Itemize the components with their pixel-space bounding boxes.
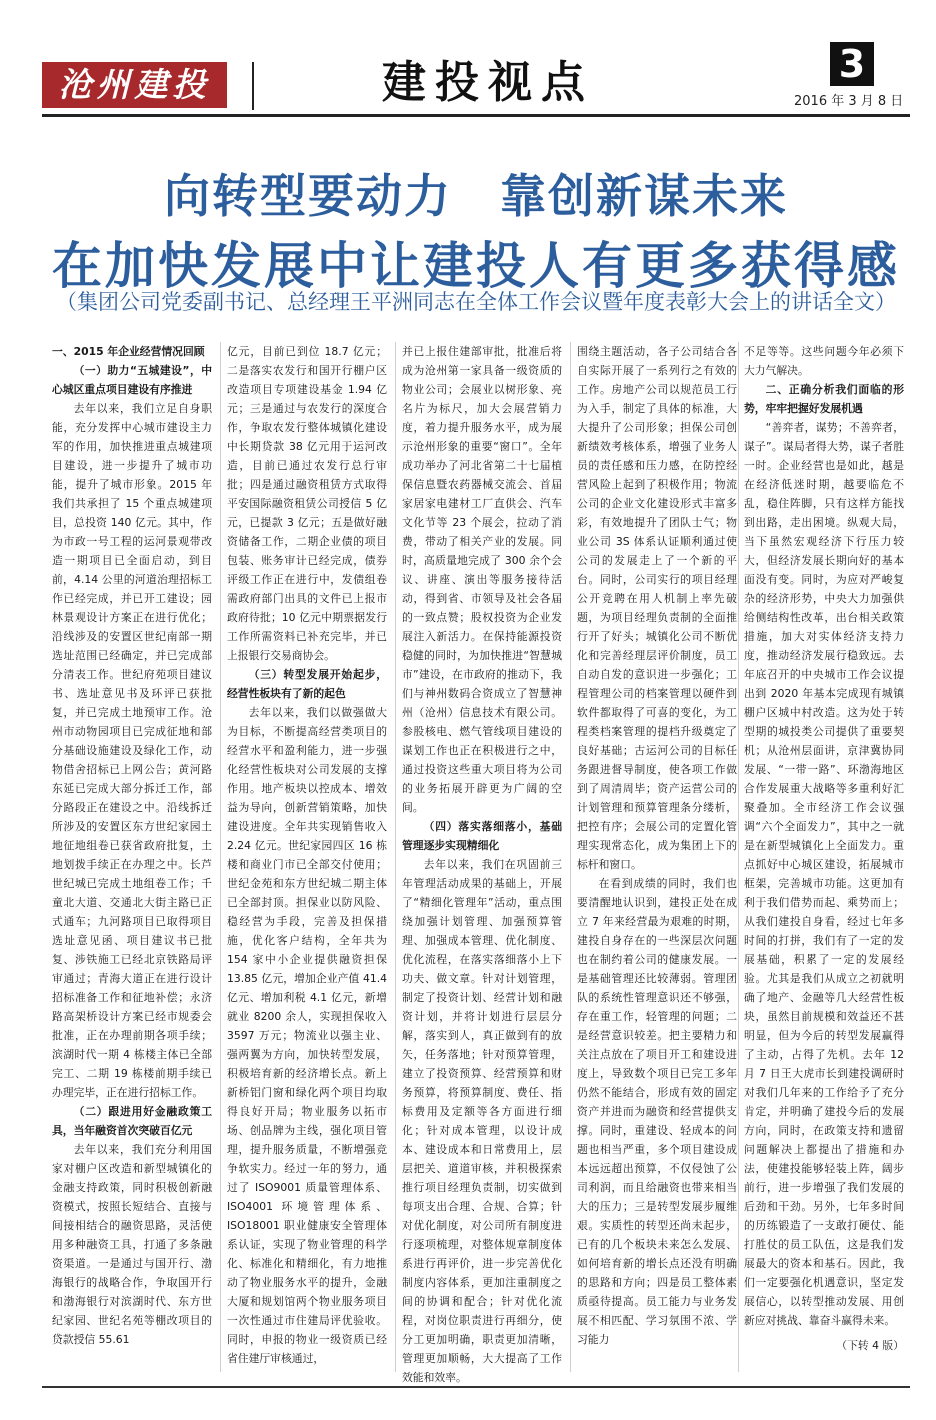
article-body bbox=[42, 334, 910, 1384]
continued-note: （下转 4 版） bbox=[836, 1339, 904, 1352]
column-divider bbox=[395, 342, 396, 1372]
bottom-rule bbox=[42, 1386, 910, 1388]
headline-line-2: 在加快发展中让建投人有更多获得感 bbox=[52, 236, 900, 295]
masthead bbox=[42, 42, 910, 112]
article-column-3 bbox=[402, 342, 562, 1384]
page-number-badge: 3 bbox=[830, 42, 874, 86]
paragraph: 亿元，目前已到位 18.7 亿元；二是落实农发行和国开行棚户区改造项目专项建设基金 1.94 亿元；三是通过与农发行的深度合作，争取农发行整体城镇化建设中长期贷款 38 亿元用于运河改造，目前已通过农发行总行审批；四是通过融资租赁方式取得平安国际融资租赁公司授信 5 亿元，已提款 3 亿元；五是做好融资储备工作，二期企业债的项目包装、账务审计已经完成，债券评级工作正在进行中，发债组卷需政府部门出具的文件已上报市政府待批；10 亿元中期票据发行工作所需资料已补充完毕，并已上报银行交易商协会。 bbox=[227, 345, 387, 662]
article-column-5 bbox=[744, 342, 904, 1376]
article-column-4 bbox=[577, 342, 737, 1376]
brand-divider bbox=[252, 62, 254, 110]
paragraph: 不足等等。这些问题今年必须下大力气解决。 bbox=[744, 345, 904, 377]
column-divider bbox=[738, 342, 739, 1372]
subsection-heading: （三）转型发展开始起步，经营性板块有了新的起色 bbox=[227, 668, 387, 700]
column-divider bbox=[570, 342, 571, 1372]
paragraph: 去年以来，我们以做强做大为目标，不断提高经营类项目的经营水平和盈利能力，进一步强化经营性板块对公司发展的支撑作用。地产板块以控成本、增效益为导向，创新营销策略，加快建设进度。全年共实现销售收入 2.24 亿元。世纪家园四区 16 栋楼和商业门市已全部交付使用；世纪金苑和东方世纪城二期主体已全部封顶。担保业以防风险、稳经营为手段，完善及担保措施，优化客户结构，全年共为 154 家中小企业提供融资担保 13.85 亿元，增加企业产值 41.4 亿元、增加利税 4.1 亿元，新增就业 8200 余人，实现担保收入 3597 万元；物流业以强主业、强两翼为方向，加快转型发展，积极培育新的经济增长点。新上新桥铝门窗和绿化两个项目均取得良好开局；物业服务以拓市场、创品牌为主线，强化项目管理，提升服务质量，不断增强竞争软实力。经过一年的努力，通过了 ISO9001 质量管理体系、ISO4001 环境管理体系、ISO18001 职业健康安全管理体系认证，实现了物业管理的科学化、标准化和精细化，有力地推动了物业服务水平的提升，金融大厦和规划馆两个物业服务项目一次性通过市住建局评优验收。同时，申报的物业一级资质已经省住建厅审核通过， bbox=[227, 706, 387, 1365]
section-title: 建投视点 bbox=[382, 57, 594, 108]
paragraph: 去年以来，我们充分利用国家对棚户区改造和新型城镇化的金融支持政策，同时积极创新融资模式，按照长短结合、直接与间接相结合的融资思路，灵活使用多种融资工具，打通了多条融资渠道。一是通过与国开行、渤海银行的战略合作，争取国开行和渤海银行对滨湖时代、东方世纪家园、世纪名苑等棚改项目的贷款授信 55.61 bbox=[52, 1143, 212, 1346]
subsection-heading: （一）助力“五城建设”，中心城区重点项目建设有序推进 bbox=[52, 364, 212, 396]
column-divider bbox=[220, 342, 221, 1372]
paragraph: 去年以来，我们立足自身职能，充分发挥中心城市建设主力军的作用，加快推进重点城建项目建设，进一步提升了城市功能，提升了城市形象。2015 年我们共承担了 15 个重点城建项目，总投资 140 亿元。其中，作为市政一号工程的运河景观带改造一期项目已全面启动，到目前，4.14 公里的河道治理招标工作已经完成，并已开工建设；园林景观设计方案正在进行优化；沿线涉及的安置区世纪南部一期选址范围已经确定，并已完成部分清表工作。世纪府苑项目建议书、选址意见书及环评已获批复，并已完成土地预审工作。沧州市动物园项目已完成征地和部分基础设施建设及绿化工作，动物借舍招标已上网公告；黄河路东延已完成大部分拆迁工作，部分路段正在建设之中。沿线拆迁所涉及的安置区东方世纪家园土地征地组卷已获省政府批复，土地划拨手续正在办理之中。长芦世纪城已完成土地组卷工作；千童北大道、交通北大街主路已正式通车；九河路项目已取得项目选址意见函、项目建议书已批复、涉铁施工已经北京铁路局评审通过；青海大道正在进行设计招标准备工作和征地补偿；永济路高架桥设计方案已经市规委会批准，正在办理前期各项手续；滨湖时代一期 4 栋楼主体已全部完工、二期 19 栋楼前期手续已办理完毕，正在进行招标工作。 bbox=[52, 402, 212, 1099]
issue-date: 2016 年 3 月 8 日 bbox=[794, 94, 904, 109]
paragraph: “善弈者，谋势；不善弈者，谋子”。谋局者得大势，谋子者胜一时。企业经营也是如此，越是在经济低迷时期，越要临危不乱，稳住阵脚，只有这样方能找到出路，走出困境。纵观大局，当下虽然宏观经济下行压力较大，但经济发展长期向好的基本面没有变。同时，为应对严峻复杂的经济形势，中央大力加强供给侧结构性改革，出台相关政策措施，加大对实体经济支持力度，推动经济发展行稳致远。去年底召开的中央城市工作会议提出到 2020 年基本完成现有城镇棚户区城中村改造。这为处于转型期的城投类公司提供了重要契机；从沧州层面讲，京津冀协同发展、“一带一路”、环渤海地区合作发展重大战略等多重利好汇聚叠加。全市经济工作会议强调“六个全面发力”，其中之一就是在新型城镇化上全面发力。重点抓好中心城区建设，拓展城市框架，完善城市功能。这更加有利于我们借势而起、乘势而上；从我们建投自身看，经过七年多时间的打拼，我们有了一定的发展基础，积累了一定的发展经验。尤其是我们从成立之初就明确了地产、金融等几大经营性板块，虽然目前规模和效益还不甚明显，但为今后的转型发展赢得了主动，占得了先机。去年 12 月 7 日王大虎市长到建投调研时对我们几年来的工作给予了充分肯定，并明确了建投今后的发展方向，同时，在政策支持和遗留问题解决上都提出了措施和办法，使建投能够轻装上阵，阔步前行，进一步增强了我们发展的后劲和干劲。另外，七年多时间的历练锻造了一支敢打硬仗、能打胜仗的员工队伍，这是我们发展最大的资本和基石。因此，我们一定要强化机遇意识，坚定发展信心，以转型推动发展、用创新应对挑战、靠奋斗赢得未来。 bbox=[744, 421, 904, 1327]
article-column-2 bbox=[227, 342, 387, 1376]
paragraph: 并已上报住建部审批，批准后将成为沧州第一家具备一级资质的物业公司；会展业以树形象、亮名片为标尺，加大会展营销力度，着力提升服务水平，成为展示沧州形象的重要“窗口”。全年成功举办了河北省第二十七届植保信息暨农药器械交流会、首届家居家电建材工厂直供会、汽车文化节等 23 个展会，拉动了消费，带动了相关产业的发展。同时，高质量地完成了 300 余个会议、讲座、演出等服务接待活动，得到省、市领导及社会各届的一致点赞；股权投资为企业发展注入新活力。在保持能源投资稳健的同时，为加快推进“智慧城市”建设，在市政府的推动下，我们与神州数码合资成立了智慧神州（沧州）信息技术有限公司。参股核电、燃气管线项目建设的谋划工作也正在积极进行之中，通过投资这些重大项目将为公司的业务拓展开辟更为广阔的空间。 bbox=[402, 345, 562, 814]
headline-subtitle: （集团公司党委副书记、总经理王平洲同志在全体工作会议暨年度表彰大会上的讲话全文） bbox=[56, 290, 896, 314]
paragraph: 围绕主题活动，各子公司结合各自实际开展了一系列行之有效的工作。房地产公司以规范员工行为入手，制定了具体的标准，大大提升了公司形象；担保公司创新绩效考核体系，增强了业务人员的责任感和压力感，在防控经营风险上起到了积极作用；物流公司的企业文化建设形式丰富多彩，有效地提升了团队士气；物业公司 3S 体系认证顺利通过使公司的发展走上了一个新的平台。同时，公司实行的项目经理公开竞聘在用人机制上率先破题，为项目经理负责制的全面推行开了好头；城镇化公司不断优化和完善经理层评价制度，员工自动自发的意识进一步强化；工程管理公司的档案管理以硬件到软件都取得了可喜的变化，为工程类档案管理的提档升级奠定了良好基础；古运河公司的目标任务跟进督导制度，使各项工作做到了周清周毕；资产运营公司的计划管理和预算管理条分缕析，把控有序；会展公司的定置化管理实现常态化，成为集团上下的标杆和窗口。 bbox=[577, 345, 737, 871]
headline-block bbox=[42, 118, 910, 320]
section-heading: 一、2015 年企业经营情况回顾 bbox=[52, 345, 205, 358]
section-heading: 二、正确分析我们面临的形势，牢牢把握好发展机遇 bbox=[744, 383, 904, 415]
paragraph: 去年以来，我们在巩固前三年管理活动成果的基础上，开展了“精细化管理年”活动，重点围绕加强计划管理、加强预算管理、加强成本管理、优化制度、优化流程，在落实落细落小上下功夫、做文章。针对计划管理，制定了投资计划、经营计划和融资计划，并将计划进行层层分解，落实到人，真正做到有的放矢，任务落地；针对预算管理，建立了投资预算、经营预算和财务预算，将预算制度、费任、指标费用及定额等各方面进行细化；针对成本管理，以设计成本、建设成本和日常费用上，层层把关、道道审核，并积极探索推行项目经理负责制，切实做到每项支出合理、合规、合算；针对优化制度，对公司所有制度进行逐项梳理，对整体规章制度体系进行再评价，进一步完善优化制度内容体系，更加注重制度之间的协调和配合；针对优化流程，对岗位职责进行再细分，使分工更加明确，职责更加清晰，管理更加顺畅，大大提高了工作效能和效率。 bbox=[402, 858, 562, 1384]
headline-line-1: 向转型要动力 靠创新谋未来 bbox=[164, 169, 788, 223]
article-column-1 bbox=[52, 342, 212, 1376]
paragraph: 在看到成绩的同时，我们也要清醒地认识到，建投正处在成立 7 年来经营最为艰难的时期，建投自身存在的一些深层次问题也在制约着公司的健康发展。一是基础管理还比较薄弱。管理团队的系统性管理意识还不够强，存在重工作，轻管理的问题；二是经营意识较差。把主要精力和关注点放在了项目开工和建设进度上，导致数个项目已完工多年仍然不能结合，形成有效的固定资产并进而为融资和经营提供支撑。同时，重建设、轻成本的问题也相当严重，多个项目建设成本远远超出预算，不仅侵蚀了公司利润，而且给融资也带来相当大的压力；三是转型发展步履维艰。实质性的转型还尚未起步，已有的几个板块未来怎么发展、如何培育新的增长点还没有明确的思路和方向；四是员工整体素质亟待提高。员工能力与业务发展不相匹配、学习氛围不浓、学习能力 bbox=[577, 877, 737, 1346]
subsection-heading: （二）跟进用好金融政策工具，当年融资首次突破百亿元 bbox=[52, 1105, 212, 1137]
subsection-heading: （四）落实落细落小，基础管理逐步实现精细化 bbox=[402, 820, 562, 852]
brand-logo: 沧州建投 bbox=[42, 62, 227, 108]
masthead-rule bbox=[42, 114, 910, 117]
